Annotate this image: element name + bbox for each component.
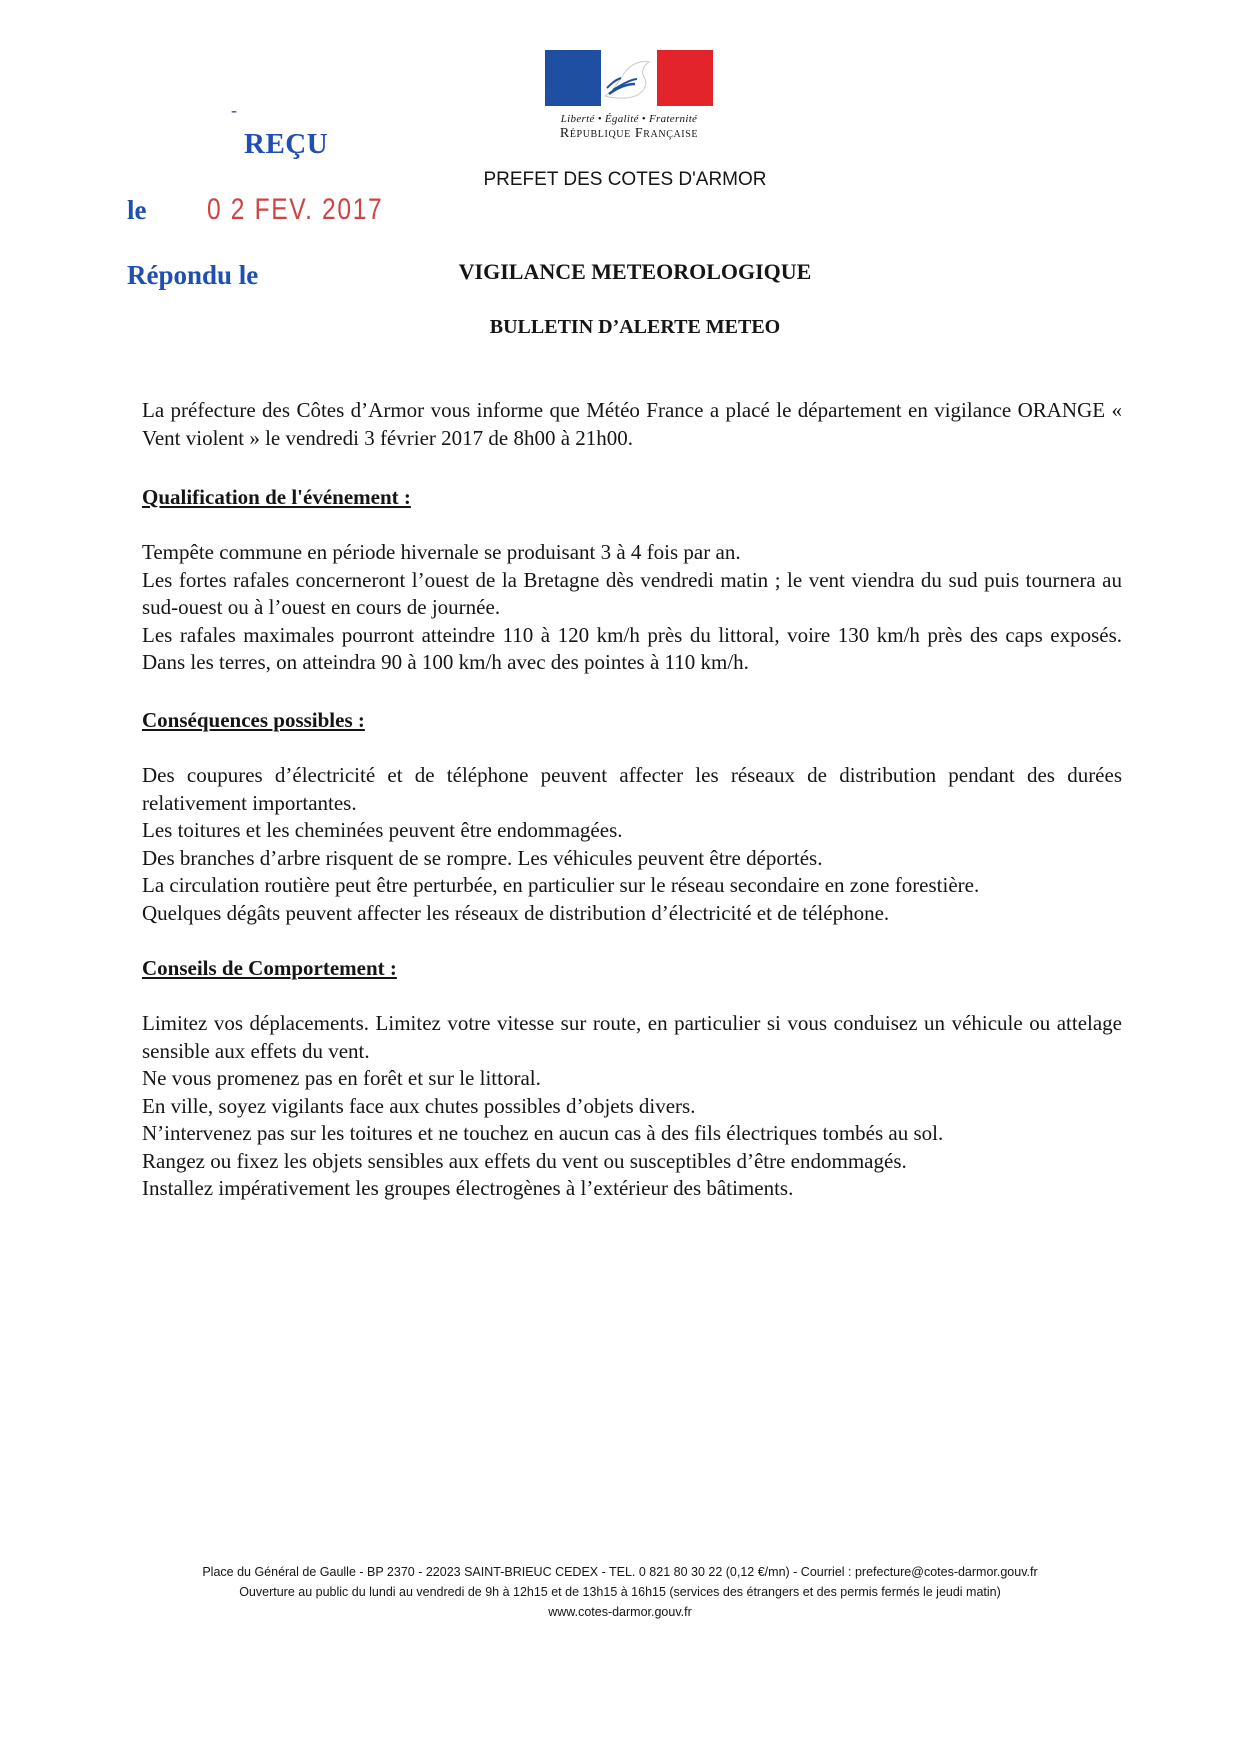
footer-website[interactable]: www.cotes-darmor.gouv.fr bbox=[548, 1605, 692, 1619]
document-subtitle: BULLETIN D’ALERTE METEO bbox=[489, 316, 781, 338]
intro-paragraph: La préfecture des Côtes d’Armor vous informe que Météo France a placé le département en vigilance ORANGE « Vent violent » le vendredi 3 février 2017 de 8h00 à 21h00. bbox=[142, 398, 1122, 450]
marianne-flag-icon bbox=[545, 50, 713, 106]
paragraph: Quelques dégâts peuvent affecter les réseaux de distribution d’électricité et de téléphone. bbox=[142, 900, 890, 925]
stamp-received: REÇU bbox=[244, 128, 329, 160]
marianne-logo bbox=[542, 50, 716, 142]
paragraph: Limitez vos déplacements. Limitez votre vitesse sur route, en particulier si vous conduisez un véhicule ou attelage sensible aux effets du vent. bbox=[142, 1011, 1122, 1063]
section-body-qualification bbox=[142, 539, 1122, 677]
section-heading-qualification: Qualification de l'événement : bbox=[142, 485, 411, 509]
paragraph: Des coupures d’électricité et de téléphone peuvent affecter les réseaux de distribution pendant des durées relativement importantes. bbox=[142, 763, 1122, 815]
prefecture-title: PREFET DES COTES D'ARMOR bbox=[483, 169, 767, 190]
paragraph: Des branches d’arbre risquent de se rompre. Les véhicules peuvent être déportés. bbox=[142, 845, 823, 870]
republic-motto: Liberté • Égalité • Fraternité bbox=[560, 113, 698, 125]
document-title: VIGILANCE METEOROLOGIQUE bbox=[458, 259, 812, 284]
stamp-mark: - bbox=[231, 100, 237, 120]
paragraph: Rangez ou fixez les objets sensibles aux effets du vent ou susceptibles d’être endommagés. bbox=[142, 1148, 907, 1173]
paragraph: Les rafales maximales pourront atteindre 110 à 120 km/h près du littoral, voire 130 km/h près des caps exposés. Dans les terres, on atteindra 90 à 100 km/h avec des pointes à 110 km/h. bbox=[142, 622, 1122, 674]
stamp-answered: Répondu le bbox=[127, 260, 259, 290]
paragraph: En ville, soyez vigilants face aux chutes possibles d’objets divers. bbox=[142, 1093, 696, 1118]
paragraph: Tempête commune en période hivernale se produisant 3 à 4 fois par an. bbox=[142, 540, 741, 564]
section-body-consequences bbox=[142, 762, 1122, 927]
section-heading-advice: Conseils de Comportement : bbox=[142, 956, 397, 980]
paragraph: La circulation routière peut être perturbée, en particulier sur le réseau secondaire en zone forestière. bbox=[142, 873, 980, 897]
paragraph: N’intervenez pas sur les toitures et ne touchez en aucun cas à des fils électriques tombés au sol. bbox=[142, 1121, 944, 1145]
paragraph: Les toitures et les cheminées peuvent être endommagées. bbox=[142, 818, 623, 842]
paragraph: Installez impérativement les groupes électrogènes à l’extérieur des bâtiments. bbox=[142, 1176, 794, 1200]
section-body-advice bbox=[142, 1010, 1122, 1203]
stamp-date: 0 2 FEV. 2017 bbox=[207, 193, 384, 226]
section-heading-consequences: Conséquences possibles : bbox=[142, 708, 365, 732]
footer-address: Place du Général de Gaulle - BP 2370 - 22023 SAINT-BRIEUC CEDEX - TEL. 0 821 80 30 22 (0,12 €/mn) - Courriel : prefecture@cotes-darmor.gouv.fr bbox=[202, 1565, 1038, 1579]
footer-hours: Ouverture au public du lundi au vendredi de 9h à 12h15 et de 13h15 à 16h15 (services des étrangers et des permis fermés le jeudi matin) bbox=[239, 1585, 1001, 1599]
paragraph: Les fortes rafales concerneront l’ouest de la Bretagne dès vendredi matin ; le vent viendra du sud puis tournera au sud-ouest ou à l’ouest en cours de journée. bbox=[142, 567, 1122, 619]
stamp-le: le bbox=[127, 195, 147, 225]
republic-name: République Française bbox=[559, 126, 699, 141]
paragraph: Ne vous promenez pas en forêt et sur le littoral. bbox=[142, 1066, 541, 1090]
